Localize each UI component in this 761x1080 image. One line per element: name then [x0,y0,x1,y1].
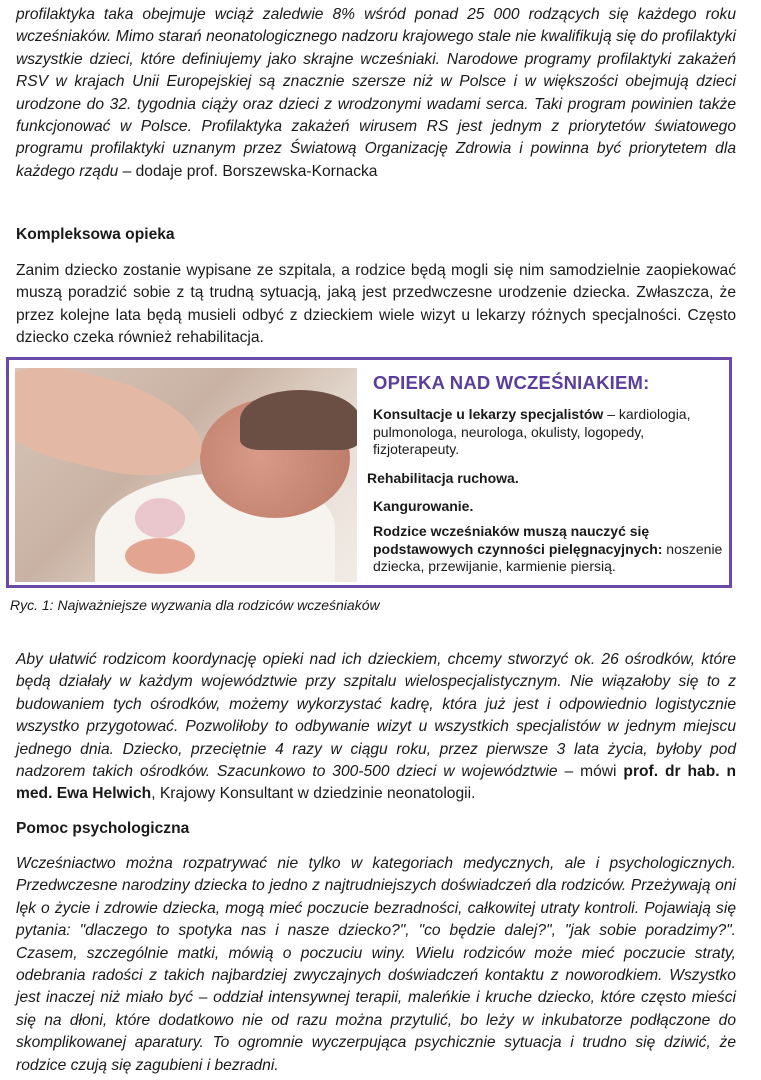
figure-title: OPIEKA NAD WCZEŚNIAKIEM: [373,372,650,393]
figure-item-rehabilitation [367,470,717,488]
figure-item1-bold: Konsultacje u lekarzy specjalistów [373,406,604,422]
figure-item4-bold: Rodzice wcześniaków muszą nauczyć się podstawowych czynności pielęgnacyjnych: [373,523,663,557]
figure-item-consultations [373,406,723,459]
figure-item4-rest: noszenie dziecka, przewijanie, karmienie piersią. [373,540,723,575]
figure-item-parent-skills [373,523,723,576]
helwich-speaker: prof. dr hab. n med. Ewa Helwich [16,763,736,803]
helwich-quote-paragraph [16,649,736,806]
figure-item2-text: Rehabilitacja ruchowa. [367,470,519,486]
intro-quote-paragraph [16,4,736,183]
figure-item1-rest: – kardiologia, pulmonologa, neurologa, okulisty, logopedy, fizjoterapeuty. [373,406,691,458]
helwich-said-prefix: – mówi [557,763,624,781]
heading-pomoc-psychologiczna: Pomoc psychologiczna [16,820,190,837]
intro-attribution: – dodaje prof. Borszewska-Kornacka [118,162,378,180]
psychology-paragraph: Wcześniactwo można rozpatrywać nie tylko w kategoriach medycznych, ale i psychologicznych. Przedwczesne narodziny dziecka to jedno z najtrudniejszych doświadczeń dla rodziców. Przeżywają oni lęk o życie i zdrowie dziecka, mogą mieć poczucie bezradności, całkowitej utraty kontroli. Pojawiają się pytania: "dlaczego to spotyka nas i nasze dziecko?", "co będzie dalej?", "jak sobie poradzimy?". Czasem, szczególnie matki, mówią o poczuciu winy. Wielu rodziców może mieć poczucie straty, odebrania radości z takich najbardziej zwyczajnych doświadczeń kontaktu z noworodkiem. Wszystko jest inaczej niż miało być – oddział intensywnej terapii, maleńkie i kruche dziecko, które często mieści się na dłoni, które dodatkowo nie od razu można przytulić, bo leży w inkubatorze podłączone do skomplikowanej aparatury. To ogromnie wyczerpująca psychicznie sytuacja i trudno się dziwić, że rodzice czują się zagubieni i bezradni. [16,855,736,1074]
figure-caption: Ryc. 1: Najważniejsze wyzwania dla rodziców wcześniaków [10,597,380,613]
intro-quote-text: profilaktyka taka obejmuje wciąż zaledwie 8% wśród ponad 25 000 rodzących się każdego roku wcześniaków. Mimo starań neonatologicznego nadzoru krajowego stale nie kwalifikują się do profilaktyki wszystkie dzieci, które definiujemy jako skrajne wcześniaki. Narodowe programy profilaktyki zakażeń RSV w krajach Unii Europejskiej są znacznie szersze niż w Polsce i w większości obejmują dzieci urodzone do 32. tygodnia ciąży oraz dzieci z wrodzonymi wadami serca. Taki program powinien także funkcjonować w Polsce. Profilaktyka zakażeń wirusem RS jest jednym z priorytetów światowego programu profilaktyki uznanym przez Światową Organizację Zdrowia i powinna być priorytetem dla każdego rządu [16,6,736,180]
heading-kompleksowa-opieka: Kompleksowa opieka [16,226,175,243]
care-paragraph: Zanim dziecko zostanie wypisane ze szpitala, a rodzice będą mogli się nim samodzielnie zaopiekować muszą poradzić sobie z tą trudną sytuacją, jaką jest przedwczesne urodzenie dziecka. Zwłaszcza, że przez kolejne lata będą musieli odbyć z dzieckiem wiele wizyt u lekarzy różnych specjalności. Często dziecko czeka również rehabilitacja. [16,262,736,347]
figure-item3-text: Kangurowanie. [373,498,474,514]
helwich-quote-text: Aby ułatwić rodzicom koordynację opieki nad ich dzieckiem, chcemy stworzyć ok. 26 ośrodków, które będą działały w każdym województwie przy szpitalu wielospecjalistycznym. Nie wiązałoby się to z budowaniem tych ośrodków, możemy wykorzystać kadrę, która już jest i odpowiednio logistycznie wszystko przygotować. Pozwoliłoby to odbywanie wizyt u wszystkich specjalistów w jednym miejscu jednego dnia. Dziecko, przeciętnie 4 razy w ciągu roku, przez pierwsze 3 lata życia, byłoby pod nadzorem takich ośrodków. Szacunkowo to 300-500 dzieci w województwie [16,651,736,781]
figure-item-kangaroo [373,498,723,516]
helwich-role: , Krajowy Konsultant w dziedzinie neonatologii. [151,785,476,803]
figure-box [6,357,732,588]
premature-baby-photo [15,368,357,582]
